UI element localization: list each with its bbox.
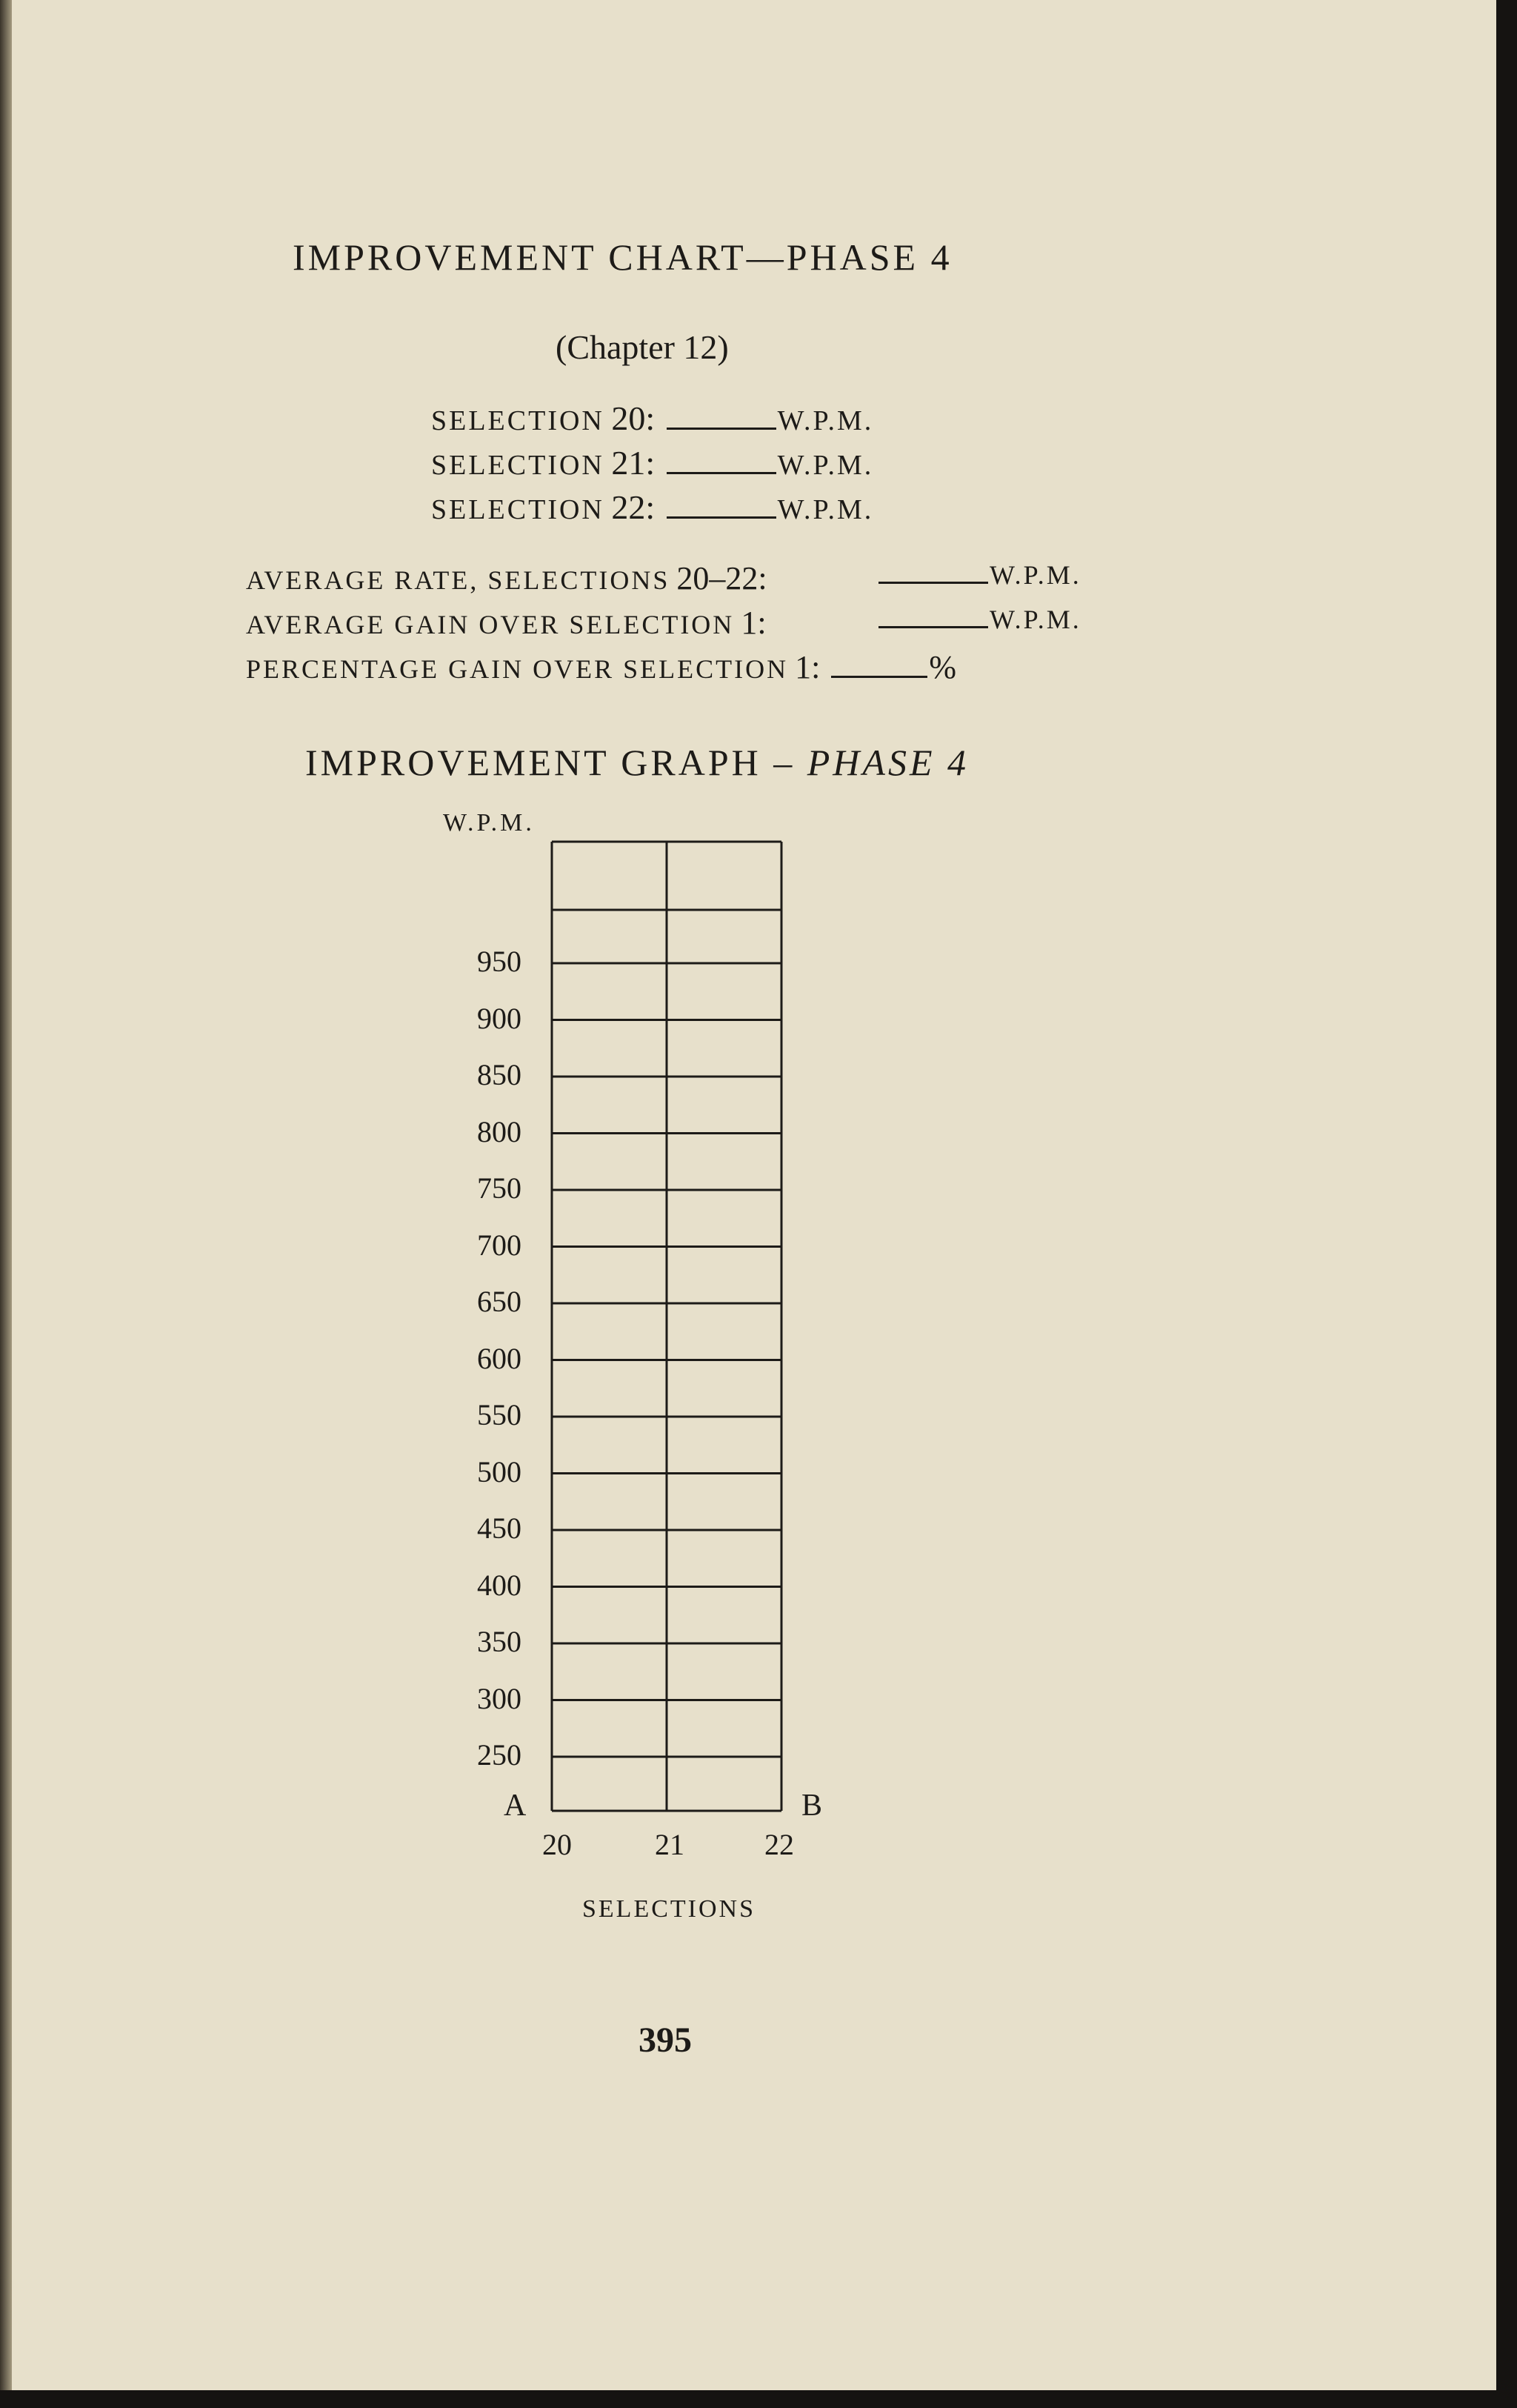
average-gain-row	[246, 604, 767, 642]
page-binding-shadow	[0, 0, 12, 2408]
y-tick-label: 500	[477, 1454, 521, 1489]
y-tick-label: 750	[477, 1171, 521, 1205]
average-label: AVERAGE GAIN OVER SELECTION	[246, 610, 735, 639]
y-tick-label: 950	[477, 945, 521, 978]
selection-label: SELECTION	[431, 450, 604, 481]
wpm-blank-line	[878, 582, 988, 584]
selection-label: SELECTION	[431, 405, 604, 436]
y-tick-label: 400	[477, 1568, 521, 1602]
average-number: 20–22:	[676, 560, 767, 596]
wpm-unit: W.P.M.	[777, 494, 874, 525]
selection-number: 20:	[611, 399, 656, 437]
wpm-unit: W.P.M.	[777, 450, 874, 481]
average-gain-answer	[874, 604, 1081, 635]
graph-title-main: IMPROVEMENT GRAPH	[305, 742, 761, 783]
graph-title	[305, 741, 969, 784]
x-axis-label: SELECTIONS	[582, 1895, 756, 1923]
selection-21-row	[431, 443, 873, 482]
graph-grid	[548, 839, 785, 1817]
x-tick-label: 20	[542, 1828, 572, 1861]
selection-label: SELECTION	[431, 494, 604, 525]
y-tick-label: 550	[477, 1398, 521, 1431]
selection-number: 21:	[611, 444, 656, 482]
y-axis-label: W.P.M.	[443, 809, 535, 837]
y-tick-label: 350	[477, 1625, 521, 1658]
y-tick-label: 850	[477, 1058, 521, 1091]
wpm-blank-line	[667, 428, 776, 430]
y-tick-label: 450	[477, 1511, 521, 1545]
average-number: 1:	[795, 649, 821, 685]
selection-20-row	[431, 399, 873, 438]
wpm-blank-line	[667, 516, 776, 519]
graph-title-dash: –	[761, 742, 807, 783]
percent-unit: %	[929, 649, 956, 685]
page-bottom-edge	[0, 2390, 1517, 2408]
wpm-unit: W.P.M.	[777, 405, 874, 436]
average-label: AVERAGE RATE, SELECTIONS	[246, 565, 670, 595]
selection-number: 22:	[611, 488, 656, 526]
y-tick-label: 700	[477, 1228, 521, 1262]
chapter-reference: (Chapter 12)	[556, 328, 729, 366]
percentage-gain-row	[246, 648, 956, 686]
chart-title: IMPROVEMENT CHART—PHASE 4	[293, 236, 953, 278]
y-tick-label: 250	[477, 1738, 521, 1772]
selection-22-row	[431, 488, 873, 527]
wpm-unit: W.P.M.	[990, 560, 1081, 590]
y-tick-label: 900	[477, 1001, 521, 1035]
page-number: 395	[639, 2020, 692, 2060]
wpm-blank-line	[878, 626, 988, 628]
average-rate-answer	[874, 559, 1081, 591]
wpm-unit: W.P.M.	[990, 605, 1081, 634]
wpm-blank-line	[667, 472, 776, 474]
y-tick-label: 300	[477, 1681, 521, 1715]
y-tick-label: 600	[477, 1341, 521, 1375]
x-tick-label: 21	[655, 1828, 684, 1861]
x-tick-label: 22	[764, 1828, 794, 1861]
y-tick-label: 800	[477, 1114, 521, 1148]
graph-title-phase: PHASE 4	[807, 742, 969, 783]
corner-label-b: B	[801, 1789, 823, 1823]
average-rate-row	[246, 559, 767, 597]
y-tick-label: 650	[477, 1285, 521, 1318]
average-number: 1:	[741, 605, 767, 641]
percent-blank-line	[831, 676, 927, 678]
corner-label-a: A	[504, 1789, 527, 1823]
average-label: PERCENTAGE GAIN OVER SELECTION	[246, 654, 789, 684]
